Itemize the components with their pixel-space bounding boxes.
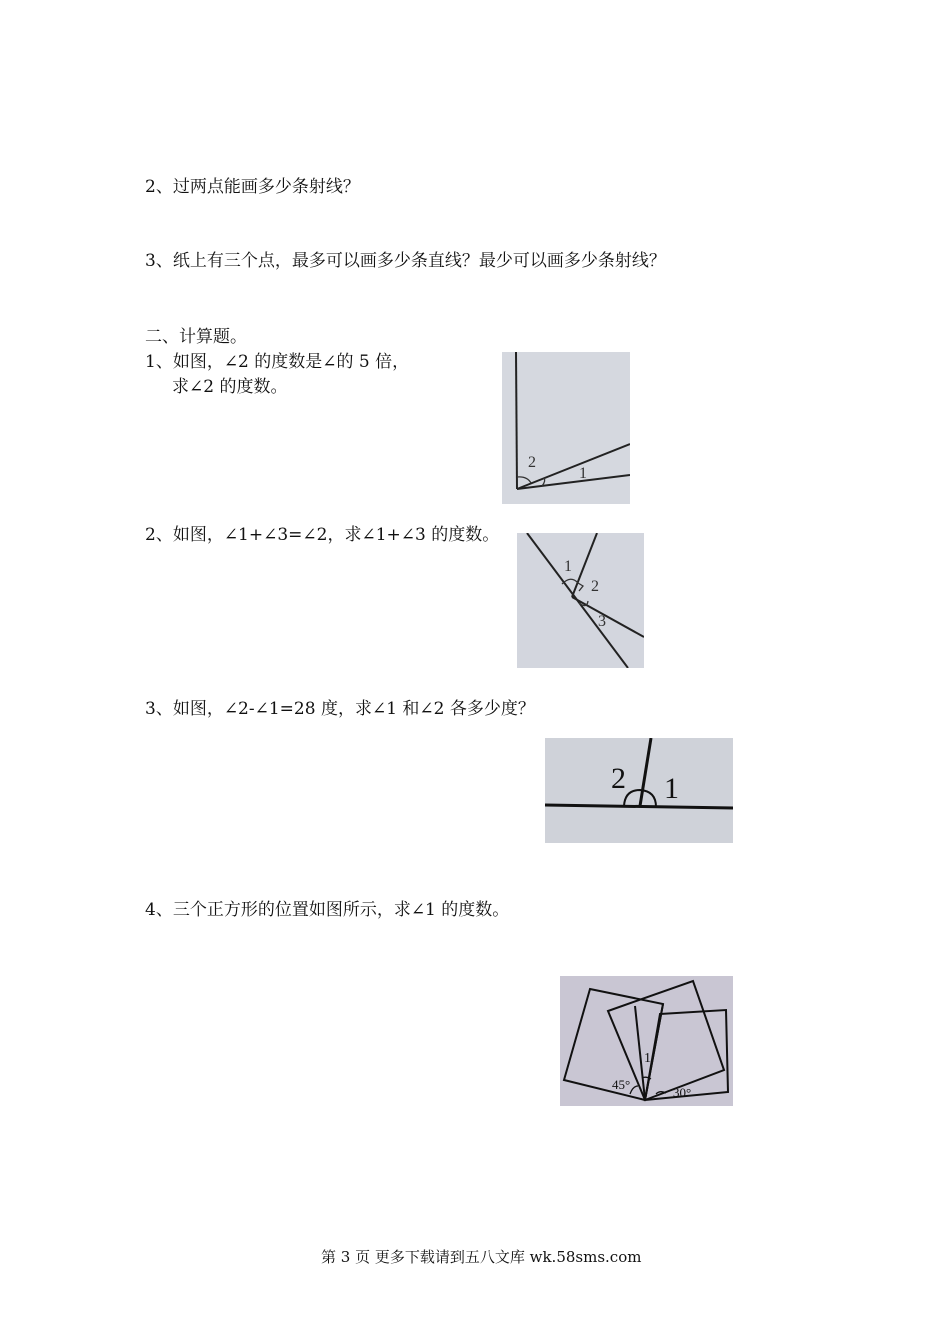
calc-question-4: 4、三个正方形的位置如图所示，求∠1 的度数。 xyxy=(145,900,510,920)
fig3-label-1: 1 xyxy=(664,772,679,805)
fig4-label-1: 1 xyxy=(644,1051,651,1066)
figure-4-three-squares xyxy=(560,976,733,1106)
question-3-points: 3、纸上有三个点，最多可以画多少条直线？最少可以画多少条射线？ xyxy=(145,251,666,271)
fig1-label-1: 1 xyxy=(579,465,587,482)
question-2-rays: 2、过两点能画多少条射线？ xyxy=(145,177,360,197)
page-footer: 第 3 页 更多下载请到五八文库 wk.58sms.com xyxy=(321,1248,642,1266)
fig4-label-45: 45° xyxy=(612,1077,631,1092)
figure-3-supplementary-angles xyxy=(545,738,733,843)
fig3-label-2: 2 xyxy=(611,762,626,795)
calc-question-1-line1: 1、如图，∠2 的度数是∠的 5 倍， xyxy=(145,352,410,372)
figure-1-right-angle xyxy=(502,352,630,504)
fig4-label-30: 30° xyxy=(673,1085,692,1100)
fig2-label-2: 2 xyxy=(591,578,599,595)
calc-question-2: 2、如图，∠1+∠3=∠2，求∠1+∠3 的度数。 xyxy=(145,525,500,545)
figure-2-three-angles xyxy=(517,533,644,668)
fig2-label-3: 3 xyxy=(598,613,606,630)
calc-question-3: 3、如图，∠2-∠1=28 度，求∠1 和∠2 各多少度？ xyxy=(145,699,535,719)
section-heading-calculation: 二、计算题。 xyxy=(145,327,247,347)
calc-question-1-line2: 求∠2 的度数。 xyxy=(172,377,288,397)
fig1-label-2: 2 xyxy=(528,454,536,471)
fig2-label-1: 1 xyxy=(564,558,572,575)
